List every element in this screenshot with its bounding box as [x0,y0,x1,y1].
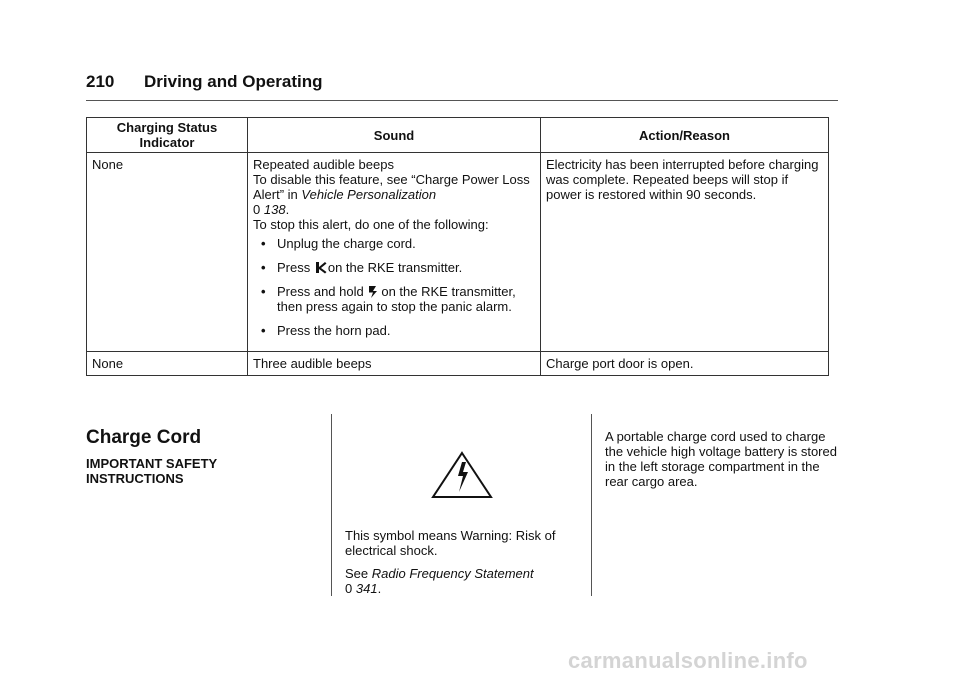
list-item: • Press the horn pad. [261,323,391,338]
cross-reference: Radio Frequency Statement [371,566,534,581]
bullet: • [261,284,266,299]
bullet: • [261,236,266,251]
see-reference-text: See Radio Frequency Statement 0 341. [345,566,534,596]
sound-disable-text: To disable this feature, see “Charge Power Loss Alert” in Vehicle Personalization 0 138. [253,172,530,217]
charge-cord-heading: Charge Cord [86,427,202,448]
cell-sound [248,153,541,352]
section-title: Driving and Operating [144,72,323,91]
cell-action: Charge port door is open. [541,352,829,376]
cell-indicator: None [87,153,248,352]
bullet: • [261,260,266,275]
header-indicator: Charging Status Indicator [87,118,248,153]
sound-stop-text: To stop this alert, do one of the following: [253,217,489,232]
electrical-shock-warning-triangle-icon [431,451,493,499]
page-header [86,72,838,101]
table-row [87,352,829,376]
page-ref: 138 [263,202,286,217]
page-ref: 341 [355,581,378,596]
list-item: • Unplug the charge cord. [261,236,416,251]
cell-action: Electricity has been interrupted before charging was complete. Repeated beeps will stop if power is restored within 90 seconds. [541,153,829,352]
page-ref-arrow: 0 [253,202,261,217]
list-item: • Press on the RKE transmitter. [261,260,463,275]
safety-instructions-heading: IMPORTANT SAFETY INSTRUCTIONS [86,456,217,486]
sound-line: Repeated audible beeps [253,157,394,172]
stop-alert-list [253,236,535,338]
watermark: carmanualsonline.info [568,648,808,673]
header-action: Action/Reason [541,118,829,153]
table-header-row [87,118,829,153]
charge-cord-description: A portable charge cord used to charge the vehicle high voltage battery is stored in the left storage compartment in the rear cargo area. [605,429,837,489]
charging-status-table [86,117,829,376]
column-divider [331,414,332,596]
header-sound: Sound [248,118,541,153]
table-row [87,153,829,352]
warning-text: This symbol means Warning: Risk of electrical shock. [345,528,556,558]
column-divider [591,414,592,596]
page-number: 210 [86,72,115,91]
cell-sound: Three audible beeps [248,352,541,376]
cross-reference: Vehicle Personalization [301,187,437,202]
bullet: • [261,323,266,338]
list-item: • Press and hold on the RKE transmitter, then press again to stop the panic alarm. [261,284,516,314]
page-ref-arrow: 0 [345,581,353,596]
cell-indicator: None [87,352,248,376]
rke-panic-icon [368,285,380,298]
rke-lock-icon [315,261,327,274]
